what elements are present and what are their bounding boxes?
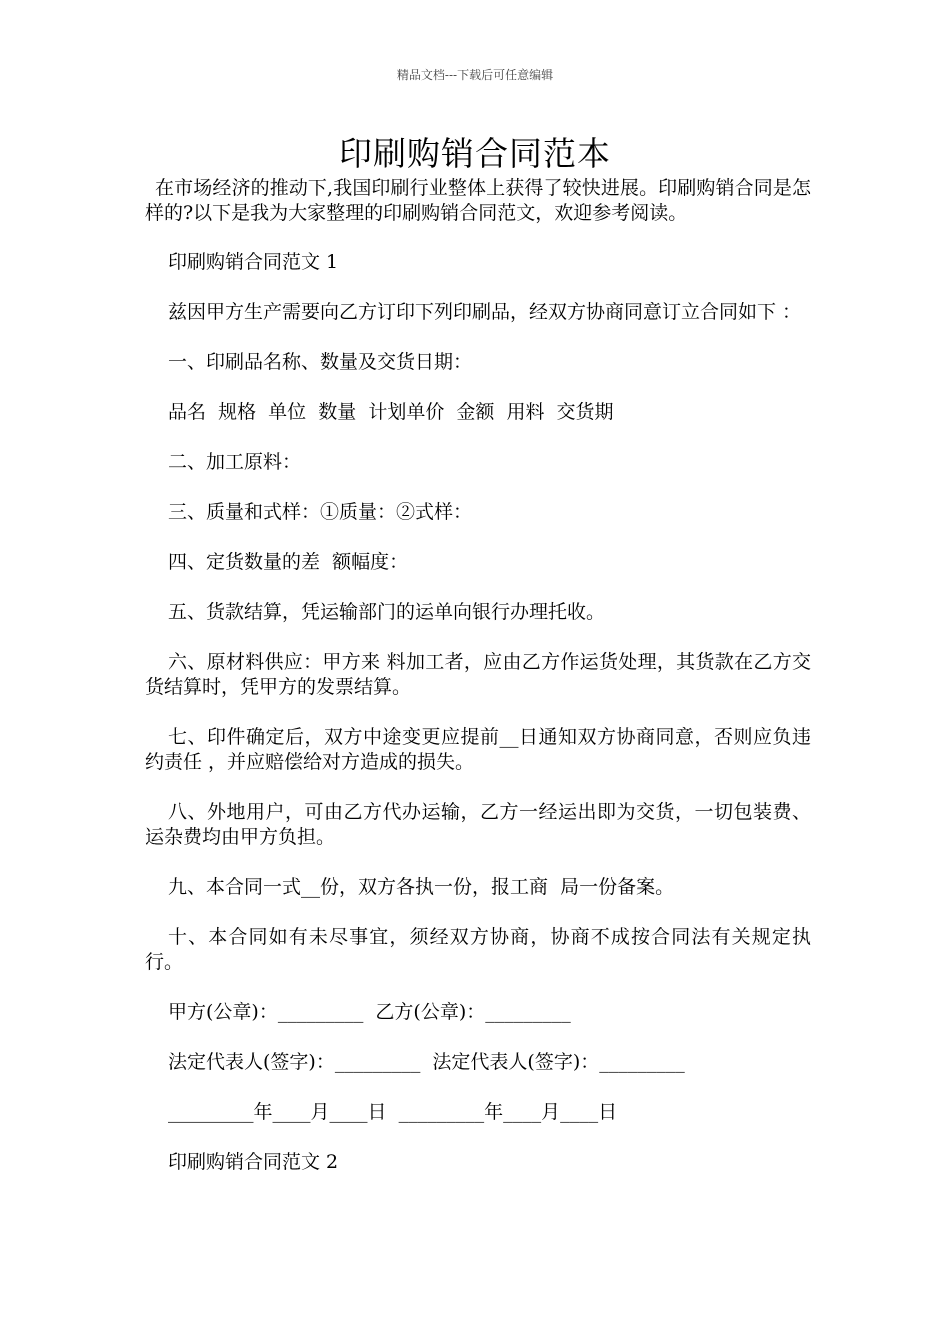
clause-3: 三、质量和式样：①质量：②式样： <box>168 501 473 523</box>
section2-heading: 印刷购销合同范文 2 <box>168 1151 339 1173</box>
signature-date-line: _________年____月____日 _________年____月____日 <box>168 1101 618 1123</box>
clause-6: 六、原材料供应：甲方来 料加工者，应由乙方作运货处理，其货款在乙方交货结算时，凭甲方的发票结算。 <box>145 651 811 698</box>
intro-paragraph: 在市场经济的推动下,我国印刷行业整体上获得了较快进展。印刷购销合同是怎样的?以下是我为大家整理的印刷购销合同范文，欢迎参考阅读。 <box>145 177 811 224</box>
clause-10: 十、本合同如有未尽事宜，须经双方协商，协商不成按合同法有关规定执行。 <box>145 926 811 973</box>
clause-8: 八、外地用户，可由乙方代办运输，乙方一经运出即为交货，一切包装费、运杂费均由甲方负担。 <box>145 801 811 848</box>
document-body <box>145 176 811 1175</box>
clause-1: 一、印刷品名称、数量及交货日期： <box>168 351 473 373</box>
clause-2: 二、加工原料： <box>168 451 302 473</box>
page-header-banner: 精品文档---下载后可任意编辑 <box>396 68 554 82</box>
section1-heading: 印刷购销合同范文 1 <box>168 251 339 273</box>
document-title: 印刷购销合同范本 <box>339 134 611 173</box>
clause-7: 七、印件确定后，双方中途变更应提前__日通知双方协商同意，否则应负违约责任 ，并应赔偿给对方造成的损失。 <box>145 726 811 773</box>
preamble-paragraph: 兹因甲方生产需要向乙方订印下列印刷品，经双方协商同意订立合同如下 ： <box>168 301 802 323</box>
signature-party-line: 甲方(公章)：_________ 乙方(公章)：_________ <box>168 1001 571 1023</box>
table-header-line: 品名 规格 单位 数量 计划单价 金额 用料 交货期 <box>168 401 614 423</box>
signature-representative-line: 法定代表人(签字)：_________ 法定代表人(签字)：_________ <box>168 1051 685 1073</box>
clause-5: 五、货款结算，凭运输部门的运单向银行办理托收。 <box>168 601 606 623</box>
clause-9: 九、本合同一式__份，双方各执一份，报工商 局一份备案。 <box>168 876 675 898</box>
clause-4: 四、定货数量的差 额幅度： <box>168 551 409 573</box>
